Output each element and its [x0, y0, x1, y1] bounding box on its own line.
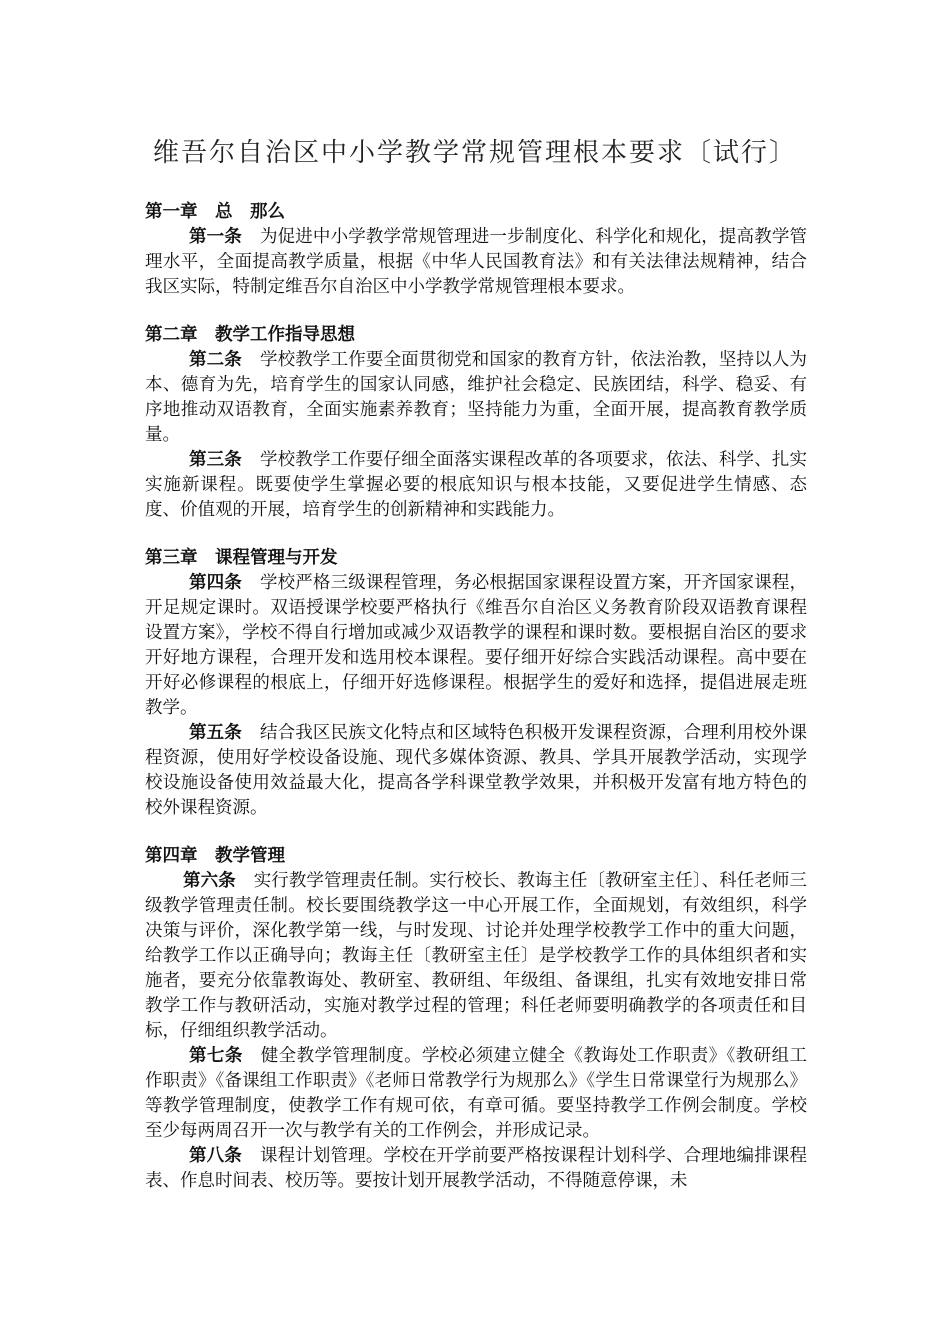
article-label: 第七条 — [189, 1046, 243, 1066]
article-paragraph — [145, 1044, 807, 1144]
article-paragraph — [145, 448, 807, 523]
chapter-heading: 第一章 总 那么 — [145, 202, 285, 222]
document-body — [145, 200, 807, 1194]
article-paragraph — [145, 571, 807, 721]
article-paragraph — [145, 869, 807, 1044]
article-paragraph — [145, 721, 807, 821]
article-paragraph — [145, 1144, 807, 1194]
article-label: 第二条 — [189, 350, 242, 370]
chapter-heading: 第四章 教学管理 — [145, 846, 285, 866]
article-text: 结合我区民族文化特点和区域特色积极开发课程资源，合理利用校外课程资源，使用好学校设备设施、现代多媒体资源、教具、学具开展教学活动，实现学校设施设备使用效益最大化，提高各学科课堂教学效果，并积极开发富有地方特色的校外课程资源。 — [145, 723, 808, 818]
chapter-heading: 第二章 教学工作指导思想 — [145, 325, 355, 345]
article-label: 第八条 — [189, 1146, 242, 1166]
article-label: 第五条 — [189, 723, 242, 743]
chapter-heading: 第三章 课程管理与开发 — [145, 548, 338, 568]
article-label: 第一条 — [189, 227, 242, 247]
article-text: 学校严格三级课程管理，务必根据国家课程设置方案，开齐国家课程，开足规定课时。双语授课学校要严格执行《维吾尔自治区义务教育阶段双语教育课程设置方案》，学校不得自行增加或减少双语教学的课程和课时数。要根据自治区的要求开好地方课程，合理开发和选用校本课程。要仔细开好综合实践活动课程。高中要在开好必修课程的根底上，仔细开好选修课程。根据学生的爱好和选择，提倡进展走班教学。 — [145, 573, 808, 718]
article-label: 第四条 — [189, 573, 242, 593]
article-text: 实行教学管理责任制。实行校长、教诲主任〔教研室主任〕、科任老师三级教学管理责任制。校长要围绕教学这一中心开展工作，全面规划，有效组织，科学决策与评价，深化教学第一线，与时发现、讨论并处理学校教学工作中的重大问题，给教学工作以正确导向；教诲主任〔教研室主任〕是学校教学工作的具体组织者和实施者，要充分依靠教诲处、教研室、教研组、年级组、备课组，扎实有效地安排日常教学工作与教研活动，实施对教学过程的管理；科任老师要明确教学的各项责任和目标，仔细组织教学活动。 — [145, 871, 808, 1041]
article-text: 学校教学工作要全面贯彻党和国家的教育方针，依法治教，坚持以人为本、德育为先，培育学生的国家认同感，维护社会稳定、民族团结，科学、稳妥、有序地推动双语教育，全面实施素养教育；坚持能力为重，全面开展，提高教育教学质量。 — [145, 350, 808, 445]
article-label: 第三条 — [189, 450, 242, 470]
article-text: 为促进中小学教学常规管理进一步制度化、科学化和规化，提高教学管理水平，全面提高教学质量，根据《中华人民国教育法》和有关法律法规精神，结合我区实际，特制定维吾尔自治区中小学教学常规管理根本要求。 — [145, 227, 808, 297]
article-label: 第六条 — [183, 871, 236, 891]
document-title: 维吾尔自治区中小学教学常规管理根本要求〔试行〕 — [152, 138, 797, 168]
article-paragraph — [145, 348, 807, 448]
article-text: 课程计划管理。学校在开学前要严格按课程计划科学、合理地编排课程表、作息时间表、校历等。要按计划开展教学活动，不得随意停课，未 — [145, 1146, 808, 1191]
article-paragraph — [145, 225, 807, 300]
article-text: 学校教学工作要仔细全面落实课程改革的各项要求，依法、科学、扎实实施新课程。既要使学生掌握必要的根底知识与根本技能，又要促进学生情感、态度、价值观的开展，培育学生的创新精神和实践能力。 — [145, 450, 808, 520]
article-text: 健全教学管理制度。学校必须建立健全《教诲处工作职责》《教研组工作职责》《备课组工作职责》《老师日常教学行为规那么》《学生日常课堂行为规那么》等教学管理制度，使教学工作有规可依，有章可循。要坚持教学工作例会制度。学校至少每两周召开一次与教学有关的工作例会，并形成记录。 — [145, 1046, 807, 1141]
